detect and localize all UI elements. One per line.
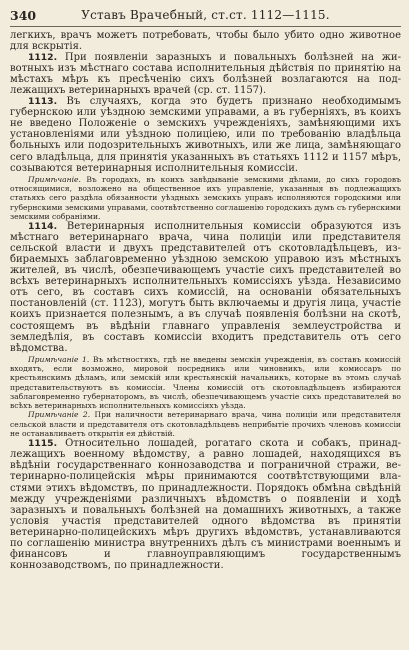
running-title: Уставъ Врачебный, ст.ст. 1112—1115. [81,8,330,22]
article-1113 [10,96,401,173]
note-label: Примѣчаніе 2. [28,410,91,420]
article-1115 [10,438,401,571]
document-body [10,30,401,571]
note-text: Въ городахъ, въ коихъ завѣдываніе земскими дѣлами, до сихъ городовъ относящимися, возложено на общественное ихъ управленіе, указанныя въ подлежащихъ статьяхъ сего раздѣла обязанности уѣздныхъ земскихъ управъ исполняются городскими или губернскими земскими управами, соотвѣтственно соглашенію городскихъ думъ съ губернскими земскими собраніями. [10,174,401,221]
note-text: При наличности ветеринарнаго врача, чина полиціи или представителя сельской власти и представителя отъ скотовладѣльцевъ неприбытіе прочихъ членовъ комиссіи не останавливаетъ открытія ея дѣйствій. [10,410,401,439]
article-number: 1113. [28,96,58,108]
note-1114-2 [10,410,401,438]
article-number: 1114. [28,221,58,233]
page-header [10,6,401,27]
note-1113 [10,175,401,221]
article-text: При появленіи заразныхъ и повальныхъ болѣзней на животныхъ изъ мѣстнаго состава исполнительныя дѣйствія по принятію на мѣстахъ мѣръ къ пресѣченію сихъ болѣзней возлагаются на подлежащихъ ветеринарныхъ врачей (ср. ст. 1157). [10,52,401,97]
article-1112 [10,52,401,96]
note-1114-1 [10,355,401,411]
article-text: Въ случаяхъ, когда это будетъ признано необходимымъ губернскою или уѣздною земскими управами, а въ губерніяхъ, въ коихъ не введено Положеніе о земскихъ учрежденіяхъ, замѣняющими ихъ установленіями или уѣздною полиціею, или по требованію владѣльца больныхъ или подозрительныхъ животныхъ, или же лица, замѣняющаго сего владѣльца, для принятія указанныхъ въ статьяхъ 1112 и 1157 мѣръ, созываются ветеринарныя исполнительныя комиссіи. [10,96,401,174]
article-text: Относительно лошадей, рогатаго скота и собакъ, принадлежащихъ военному вѣдомству, а равно лошадей, находящихся въ вѣдѣніи государственнаго коннозаводства и пограничной стражи, ветеринарно-полицейскія мѣры принимаются соотвѣтствующими властями этихъ вѣдомствъ, по принадлежности. Порядокъ обмѣна свѣдѣній между учрежденіями различныхъ вѣдомствъ о появленіи и ходѣ заразныхъ и повальныхъ болѣзней на домашнихъ животныхъ, а также условія участія представителей одного вѣдомства въ принятіи ветеринарно-полицейскихъ мѣръ другихъ вѣдомствъ, устанавливаются по соглашенію министра внутреннихъ дѣлъ съ министрами военнымъ и финансовъ и главноуправляющимъ государственнымъ коннозаводствомъ, по принадлежности. [10,438,401,571]
note-text: Въ мѣстностяхъ, гдѣ не введены земскія учрежденія, въ составъ комиссій входятъ, если возможно, мировой посредникъ или чиновникъ, или комиссаръ по крестьянскимъ дѣламъ, или земскій или крестьянскій начальникъ, которые въ этомъ случаѣ представительствуютъ въ комиссіи. Члены комиссій отъ скотовладѣльцевъ избираются заблаговременно губернаторомъ, въ числѣ, обезпечивающемъ участіе сихъ представителей во всѣхъ ветеринарныхъ исполнительныхъ комиссіяхъ уѣзда. [10,354,401,411]
article-number: 1115. [28,438,58,450]
note-label: Примѣчаніе. [28,174,81,184]
continued-paragraph [10,30,401,52]
note-label: Примѣчаніе 1. [28,354,90,364]
page-number: 340 [10,8,37,23]
paragraph-text: легкихъ, врачъ можетъ потребовать, чтобы было убито одно животное для вскрытія. [10,30,401,53]
article-text: Ветеринарныя исполнительныя комиссіи образуются изъ мѣстнаго ветеринарнаго врача, чина полиціи или представителя сельской власти и двухъ представителей отъ скотовладѣльцевъ, избираемыхъ заблаговременно уѣздною земскою управою изъ мѣстныхъ жителей, въ числѣ, обезпечивающемъ участіе сихъ представителей во всѣхъ ветеринарныхъ исполнительныхъ комиссіяхъ уѣзда. Независимо отъ сего, въ составъ сихъ комиссій, на основаніи обязательныхъ постановленій (ст. 1123), могутъ быть включаемы и другія лица, участіе коихъ признается полезнымъ, а въ случаѣ появленія болѣзни на скотѣ, состоящемъ въ вѣдѣніи главнаго управленія землеустройства и земледѣлія, въ составъ комиссіи входитъ представитель отъ сего вѣдомства. [10,221,402,354]
article-1114 [10,221,401,354]
article-number: 1112. [28,52,58,64]
